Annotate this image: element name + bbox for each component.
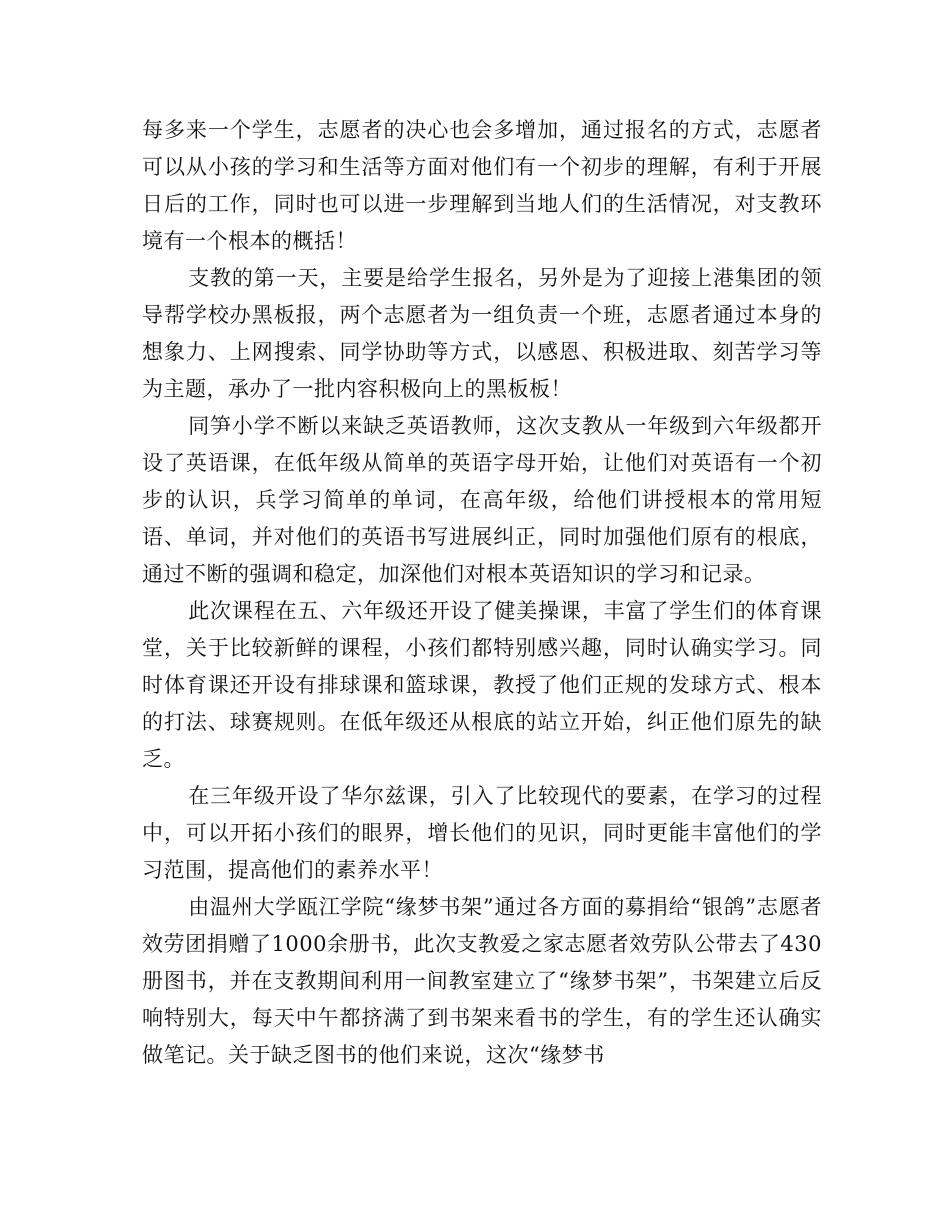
paragraph-6: 由温州大学瓯江学院“缘梦书架”通过各方面的募捐给“银鸽”志愿者效劳团捐赠了1000余册书，此次支教爱之家志愿者效劳队公带去了430册图书，并在支教期间利用一间教室建立了“缘梦书架”，书架建立后反响特别大，每天中午都挤满了到书架来看书的学生，有的学生还认确实做笔记。关于缺乏图书的他们来说，这次“缘梦书 [142, 895, 822, 1067]
paragraph-5: 在三年级开设了华尔兹课，引入了比较现代的要素，在学习的过程中，可以开拓小孩们的眼界，增长他们的见识，同时更能丰富他们的学习范围，提高他们的素养水平！ [142, 784, 822, 882]
paragraph-4: 此次课程在五、六年级还开设了健美操课，丰富了学生们的体育课堂，关于比较新鲜的课程，小孩们都特别感兴趣，同时认确实学习。同时体育课还开设有排球课和篮球课，教授了他们正规的发球方式、根本的打法、球赛规则。在低年级还从根底的站立开始，纠正他们原先的缺乏。 [142, 599, 822, 771]
paragraph-1: 每多来一个学生，志愿者的决心也会多增加，通过报名的方式，志愿者可以从小孩的学习和生活等方面对他们有一个初步的理解，有利于开展日后的工作，同时也可以进一步理解到当地人们的生活情况，对支教环境有一个根本的概括！ [142, 118, 822, 253]
paragraph-2: 支教的第一天，主要是给学生报名，另外是为了迎接上港集团的领导帮学校办黑板报，两个志愿者为一组负责一个班，志愿者通过本身的想象力、上网搜索、同学协助等方式，以感恩、积极进取、刻苦学习等为主题，承办了一批内容积极向上的黑板板！ [142, 266, 822, 401]
document-body [142, 112, 822, 1074]
paragraph-3: 同笋小学不断以来缺乏英语教师，这次支教从一年级到六年级都开设了英语课，在低年级从简单的英语字母开始，让他们对英语有一个初步的认识，兵学习简单的单词，在高年级，给他们讲授根本的常用短语、单词，并对他们的英语书写进展纠正，同时加强他们原有的根底，通过不断的强调和稳定，加深他们对根本英语知识的学习和记录。 [142, 414, 822, 586]
